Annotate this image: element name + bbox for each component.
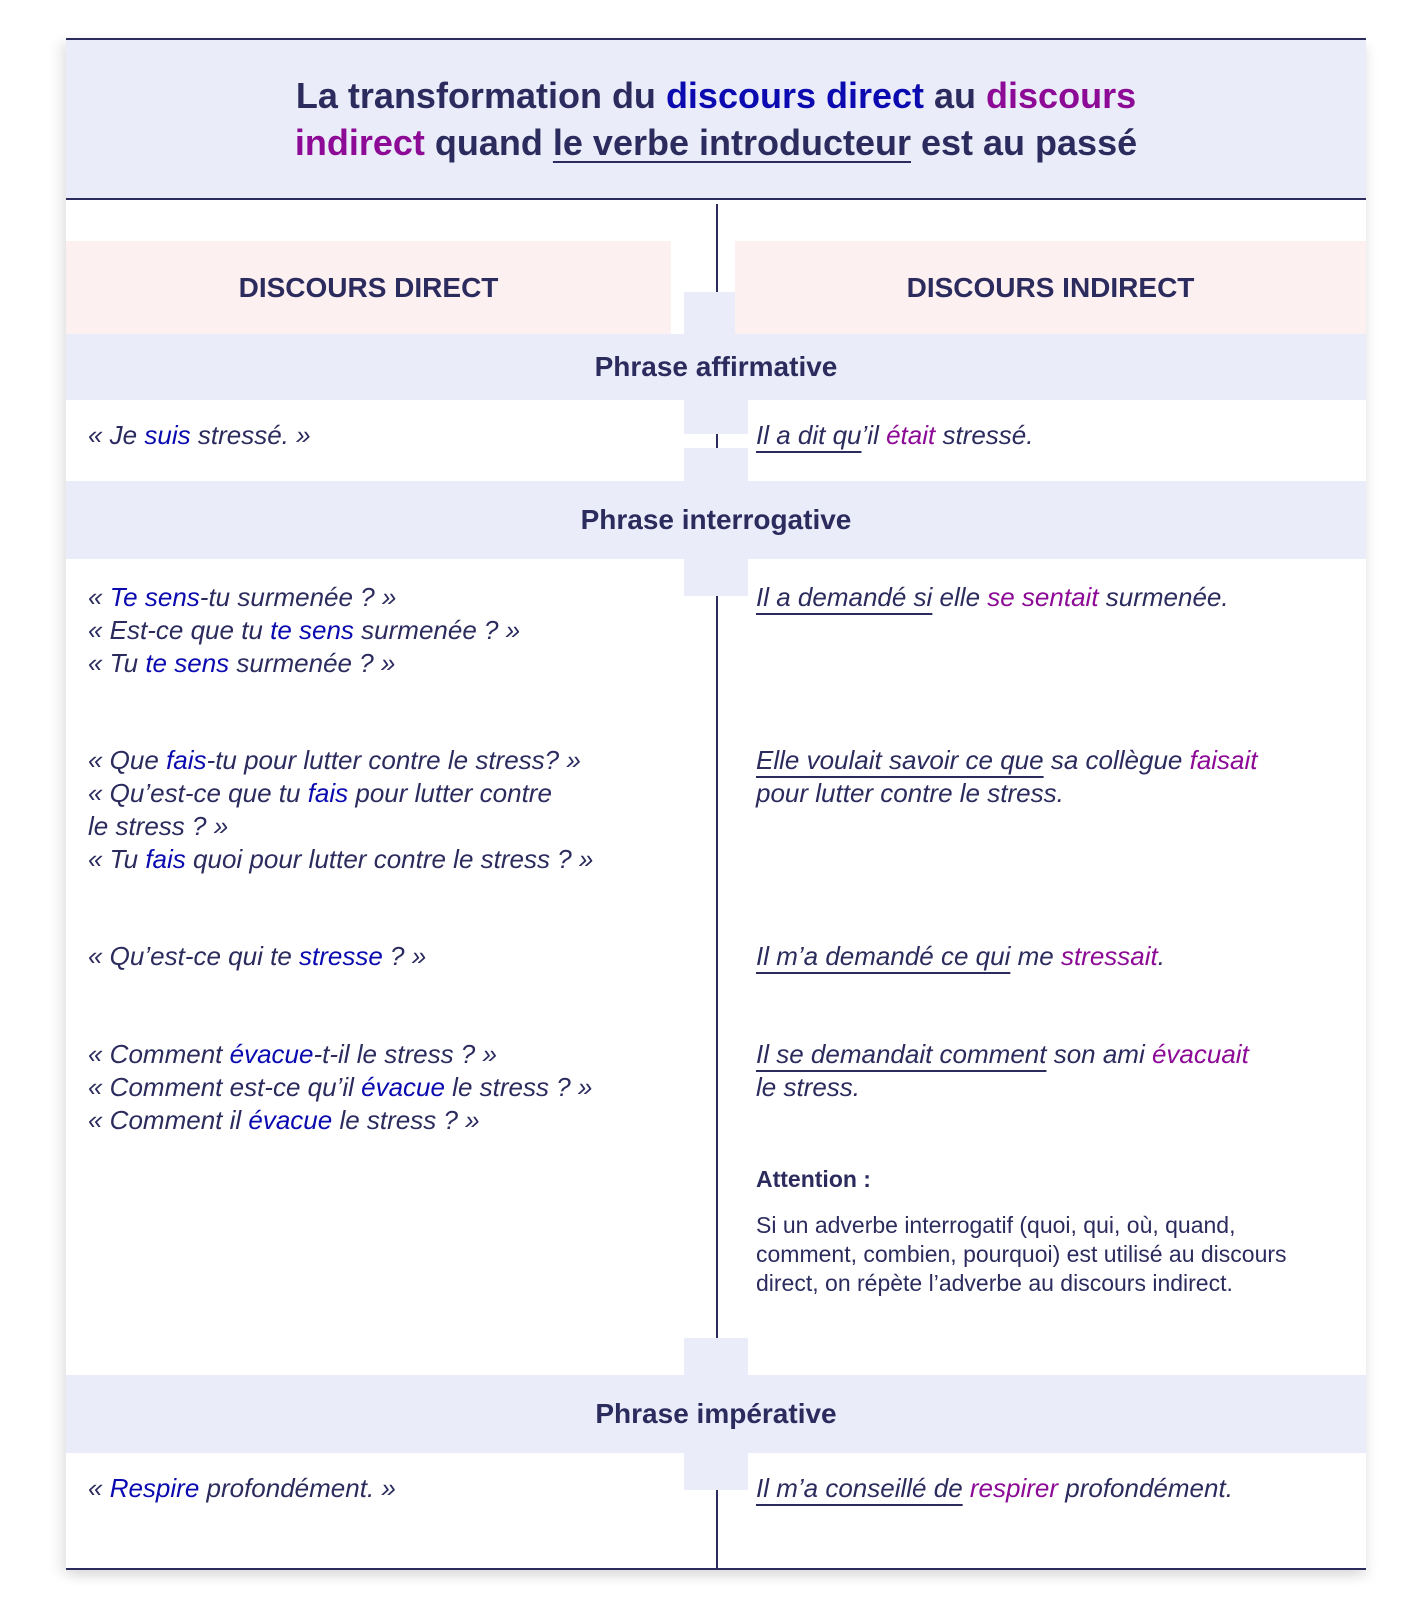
example-text: -tu surmenée ? » bbox=[199, 582, 397, 612]
example-text: surmenée ? » bbox=[353, 615, 521, 645]
highlighted-verb: évacue bbox=[248, 1105, 333, 1135]
highlighted-verb: évacue bbox=[361, 1072, 445, 1102]
example-text: -tu pour lutter contre le stress? » bbox=[206, 745, 581, 775]
column-divider bbox=[716, 434, 718, 448]
example-text: stressé. bbox=[935, 420, 1034, 450]
example-line bbox=[88, 647, 520, 680]
section-band-affirmative: Phrase affirmative bbox=[66, 334, 1366, 400]
example-text: -t-il le stress ? » bbox=[313, 1039, 497, 1069]
highlighted-verb: stresse bbox=[299, 941, 383, 971]
page-title bbox=[295, 72, 1137, 166]
example-line bbox=[756, 419, 1033, 452]
example-text: « bbox=[88, 1473, 110, 1503]
example-text: « Comment bbox=[88, 1039, 230, 1069]
example-text: le stress ? » bbox=[332, 1105, 480, 1135]
example-text: sa collègue bbox=[1043, 745, 1190, 775]
example-line bbox=[88, 1038, 592, 1071]
title-text: La transformation du bbox=[295, 75, 666, 116]
example-text: pour lutter contre le stress. bbox=[756, 778, 1064, 808]
title-text: est au passé bbox=[911, 122, 1138, 163]
example-text: « Tu bbox=[88, 844, 146, 874]
direct-cell bbox=[88, 419, 311, 452]
note-title: Attention : bbox=[756, 1166, 871, 1192]
column-divider bbox=[716, 596, 718, 1338]
example-text: « Je bbox=[88, 420, 145, 450]
example-text: « Comment est-ce qu’il bbox=[88, 1072, 362, 1102]
highlighted-verb: évacue bbox=[229, 1039, 314, 1069]
highlighted-verb: évacuait bbox=[1151, 1039, 1249, 1069]
section-band-interrogative: Phrase interrogative bbox=[66, 481, 1366, 559]
indirect-cell bbox=[756, 581, 1229, 614]
example-text: ? » bbox=[382, 941, 427, 971]
highlighted-verb: stressait bbox=[1060, 941, 1158, 971]
underlined-introducer: Il m’a conseillé de bbox=[756, 1473, 963, 1503]
example-text: surmenée. bbox=[1098, 582, 1229, 612]
example-line bbox=[88, 843, 593, 876]
example-text: surmenée ? » bbox=[229, 648, 396, 678]
example-text: « Comment il bbox=[88, 1105, 249, 1135]
highlighted-verb: faisait bbox=[1189, 745, 1258, 775]
indirect-cell bbox=[756, 1472, 1233, 1505]
title-indirect-term: discours bbox=[986, 75, 1137, 116]
indirect-cell bbox=[756, 940, 1165, 973]
highlighted-verb: fais bbox=[307, 778, 349, 808]
title-underlined-term: le verbe introducteur bbox=[552, 122, 911, 163]
highlighted-verb: fais bbox=[166, 745, 207, 775]
note-body: Si un adverbe interrogatif (quoi, qui, où, quand, comment, combien, pourquoi) est utilisé au discours direct, on répète l’adverbe au discours indirect. bbox=[756, 1212, 1287, 1296]
highlighted-verb: Te sens bbox=[109, 582, 200, 612]
example-line bbox=[88, 744, 593, 777]
example-text bbox=[963, 1473, 970, 1503]
title-text: quand bbox=[424, 122, 553, 163]
example-text: « Qu’est-ce que tu bbox=[88, 778, 308, 808]
example-line bbox=[88, 614, 520, 647]
highlighted-verb: respirer bbox=[969, 1473, 1059, 1503]
direct-cell bbox=[88, 744, 593, 876]
example-line bbox=[756, 940, 1165, 973]
indirect-cell bbox=[756, 744, 1258, 810]
example-line bbox=[88, 810, 593, 843]
underlined-introducer: Il m’a demandé ce qui bbox=[756, 941, 1011, 971]
highlighted-verb: fais bbox=[145, 844, 186, 874]
example-line bbox=[756, 1071, 1249, 1104]
underlined-introducer: Il a dit qu bbox=[756, 420, 862, 450]
example-text: pour lutter contre bbox=[348, 778, 552, 808]
underlined-introducer: Il se demandait comment bbox=[756, 1039, 1047, 1069]
column-divider bbox=[716, 1490, 718, 1568]
example-line bbox=[88, 940, 426, 973]
column-header-direct: DISCOURS DIRECT bbox=[66, 241, 671, 335]
example-text: « Qu’est-ce qui te bbox=[88, 941, 299, 971]
example-line bbox=[756, 1038, 1249, 1071]
example-line bbox=[756, 744, 1258, 777]
example-line bbox=[88, 777, 593, 810]
example-text: « bbox=[88, 582, 110, 612]
example-line bbox=[88, 1104, 592, 1137]
example-line bbox=[88, 419, 311, 452]
highlighted-verb: suis bbox=[144, 420, 191, 450]
bottom-divider bbox=[66, 1568, 1366, 1570]
direct-cell bbox=[88, 1038, 592, 1137]
highlighted-verb: était bbox=[886, 420, 936, 450]
example-text: profondément. » bbox=[199, 1473, 396, 1503]
highlighted-verb: se sentait bbox=[987, 582, 1099, 612]
example-line bbox=[756, 777, 1258, 810]
example-text: le stress ? » bbox=[444, 1072, 593, 1102]
example-text: stressé. » bbox=[190, 420, 311, 450]
example-line bbox=[756, 581, 1229, 614]
column-divider bbox=[716, 204, 718, 292]
example-line bbox=[88, 1472, 396, 1505]
example-text: quoi pour lutter contre le stress ? » bbox=[185, 844, 594, 874]
example-text: . bbox=[1157, 941, 1165, 971]
example-text: « Est-ce que tu bbox=[88, 615, 271, 645]
underlined-introducer: Il a demandé si bbox=[756, 582, 933, 612]
title-indirect-term: indirect bbox=[294, 122, 425, 163]
example-line bbox=[756, 1472, 1233, 1505]
highlighted-verb: Respire bbox=[109, 1473, 200, 1503]
indirect-cell bbox=[756, 419, 1033, 452]
example-text: le stress ? » bbox=[88, 811, 229, 841]
example-text: le stress. bbox=[756, 1072, 861, 1102]
example-text: me bbox=[1010, 941, 1061, 971]
title-direct-term: discours direct bbox=[665, 75, 925, 116]
direct-cell bbox=[88, 940, 426, 973]
example-line bbox=[88, 1071, 592, 1104]
title-banner bbox=[66, 40, 1366, 200]
example-line bbox=[88, 581, 520, 614]
example-text: ’il bbox=[861, 420, 887, 450]
indirect-cell bbox=[756, 1038, 1249, 1104]
highlighted-verb: te sens bbox=[270, 615, 354, 645]
underlined-introducer: Elle voulait savoir ce que bbox=[756, 745, 1044, 775]
example-text: « Tu bbox=[88, 648, 146, 678]
highlighted-verb: te sens bbox=[145, 648, 230, 678]
section-band-imperative: Phrase impérative bbox=[66, 1375, 1366, 1453]
example-text: « Que bbox=[88, 745, 167, 775]
grammar-table-card bbox=[66, 38, 1366, 1570]
example-text: elle bbox=[932, 582, 988, 612]
example-text: profondément. bbox=[1058, 1473, 1233, 1503]
title-text: au bbox=[924, 75, 987, 116]
column-header-indirect: DISCOURS INDIRECT bbox=[735, 241, 1366, 335]
direct-cell bbox=[88, 581, 520, 680]
example-text: son ami bbox=[1046, 1039, 1152, 1069]
direct-cell bbox=[88, 1472, 396, 1505]
